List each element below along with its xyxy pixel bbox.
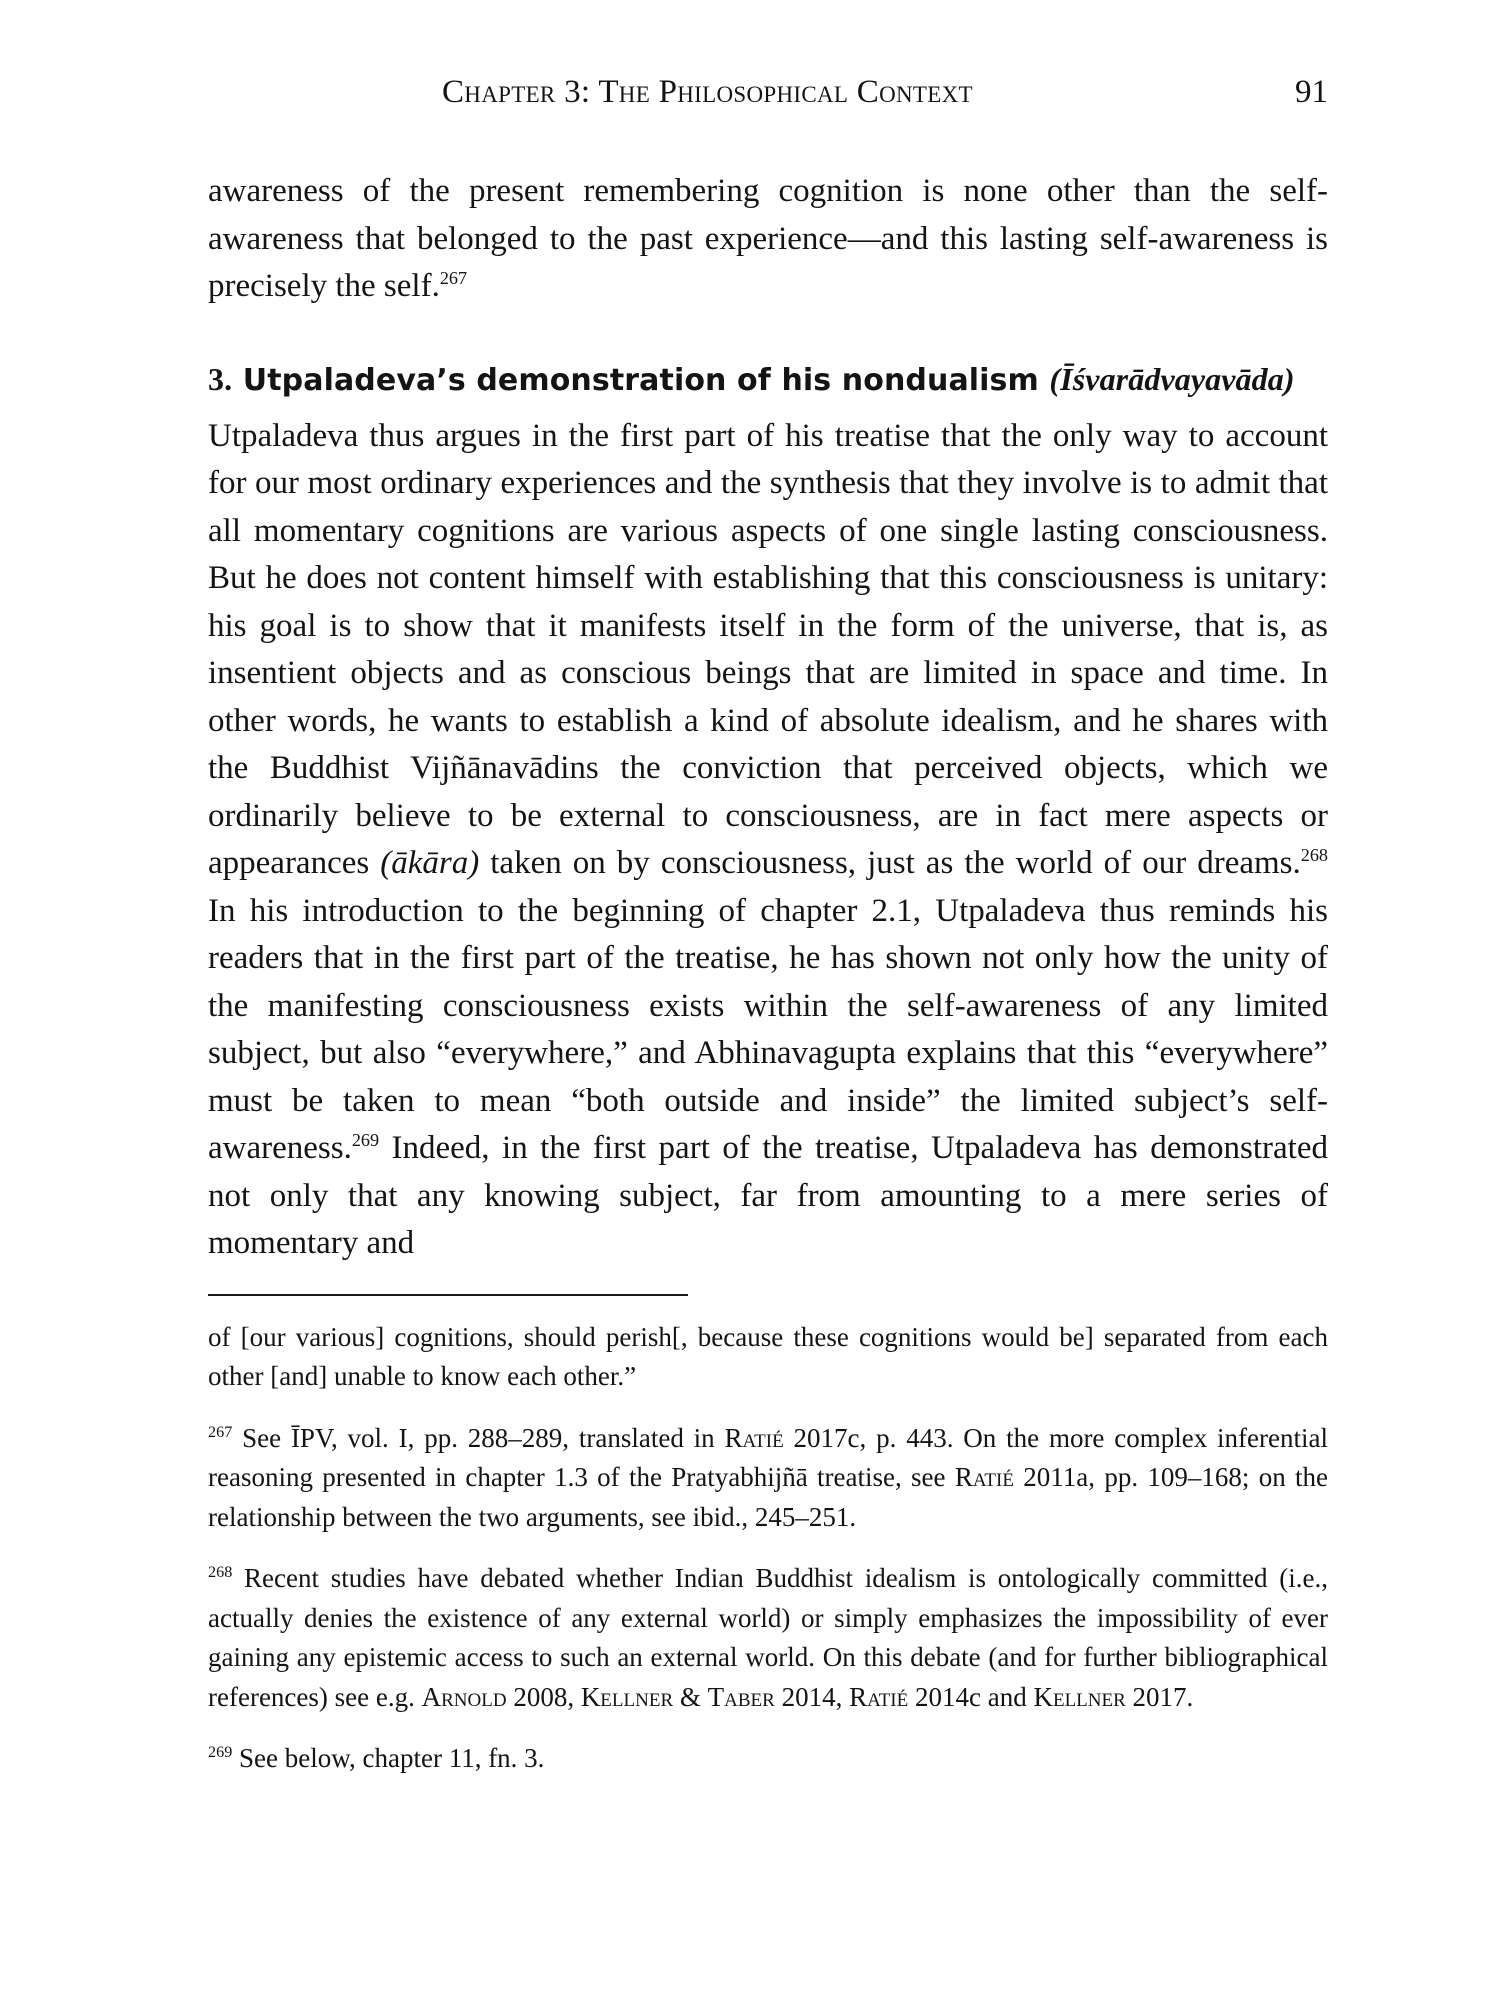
footnote-267 (208, 1419, 1328, 1538)
note-ref-268: 268 (1300, 845, 1328, 865)
footnote-number: 268 (208, 1563, 233, 1581)
footnote-268 (208, 1559, 1328, 1717)
footnote-text: & (673, 1681, 708, 1712)
section-number: 3. (208, 360, 233, 397)
running-title: Chapter 3: The Philosophical Context (442, 74, 973, 110)
intro-paragraph (208, 168, 1328, 311)
note-ref-269: 269 (351, 1130, 380, 1150)
note-ref-267: 267 (439, 268, 468, 288)
footnote-text: 2017. (1125, 1681, 1194, 1712)
author-citation: Kellner (580, 1681, 674, 1712)
footnote-number: 269 (208, 1743, 233, 1761)
page-number: 91 (1295, 74, 1328, 110)
footnote-rule (208, 1294, 688, 1296)
footnote-continued: of [our various] cognitions, should perish[, because these cognitions would be] separated from each other [and] unable to know each other.” (208, 1321, 1328, 1391)
section-term: (Īśvarādvayavāda) (1049, 360, 1295, 397)
footnote-text: See ĪPV, vol. I, pp. 288–289, translated in (232, 1422, 725, 1453)
author-citation: Ratié (724, 1422, 784, 1453)
footnote-text: 2014c and (908, 1681, 1034, 1712)
body-seg4: Indeed, in the first part of the treatise, Utpaladeva has demonstrated not only that any knowing subject, far from amounting to a mere series of momentary and (208, 1130, 1328, 1261)
body-seg2: taken on by consciousness, just as the world of our dreams. (479, 845, 1301, 881)
footnote-text: Recent studies have debated whether Indian Buddhist idealism is ontologically committed (i.e., actually denies the existence of any external world) or simply emphasizes the impossibility of ever gaining any epistemic access to such an external world. On this debate (and for further bibliographical references) see e.g. (208, 1563, 1328, 1712)
author-citation: Kellner (1033, 1681, 1126, 1712)
section-title: Utpaladeva’s demonstration of his nondualism (242, 362, 1039, 398)
footnote-text: 2014, (774, 1681, 850, 1712)
author-citation: Arnold (421, 1681, 507, 1712)
footnote-269 (208, 1739, 1328, 1779)
intro-text: awareness of the present remembering cognition is none other than the self-awareness that belonged to the past experience—and this lasting self-awareness is precisely the self. (208, 173, 1328, 304)
book-page (208, 70, 1328, 1801)
footnote-text: See below, chapter 11, fn. 3. (232, 1743, 545, 1773)
body-seg3: In his introduction to the beginning of chapter 2.1, Utpaladeva thus reminds his readers that in the first part of the treatise, he has shown not only how the unity of the manifesting consciousness exists within the self-awareness of any limited subject, but also “everywhere,” and Abhinavagupta explains that this “everywhere” must be taken to mean “both outside and inside” the limited subject’s self-awareness. (208, 892, 1328, 1166)
running-head (208, 70, 1328, 114)
section-heading (208, 359, 1328, 401)
footnote-text: 2008, (506, 1681, 581, 1712)
body-seg1: Utpaladeva thus argues in the first part of his treatise that the only way to account for our most ordinary experiences and the synthesis that they involve is to admit that all momentary cognitions are various aspects of one single lasting consciousness. But he does not content himself with establishing that this consciousness is unitary: his goal is to show that it manifests itself in the form of the universe, that is, as insentient objects and as conscious beings that are limited in space and time. In other words, he wants to establish a kind of absolute idealism, and he shares with the Buddhist Vijñānavādins the conviction that perceived objects, which we ordinarily believe to be external to consciousness, are in fact mere aspects or appearances (208, 417, 1328, 881)
author-citation: Ratié (954, 1462, 1014, 1492)
term-akara: (ākāra) (380, 845, 480, 881)
author-citation: Ratié (849, 1681, 909, 1712)
footnote-text: 2017c, p. 443. On the more complex inferential reasoning presented in chapter 1.3 of the Pratyabhijñā treatise, see (208, 1422, 1328, 1492)
body-paragraph (208, 413, 1328, 1268)
footnote-text: 2011a, pp. 109–168; on the relationship between the two arguments, see ibid., 245–251. (208, 1462, 1328, 1532)
author-citation: Taber (707, 1681, 775, 1712)
footnote-number: 267 (208, 1422, 233, 1441)
